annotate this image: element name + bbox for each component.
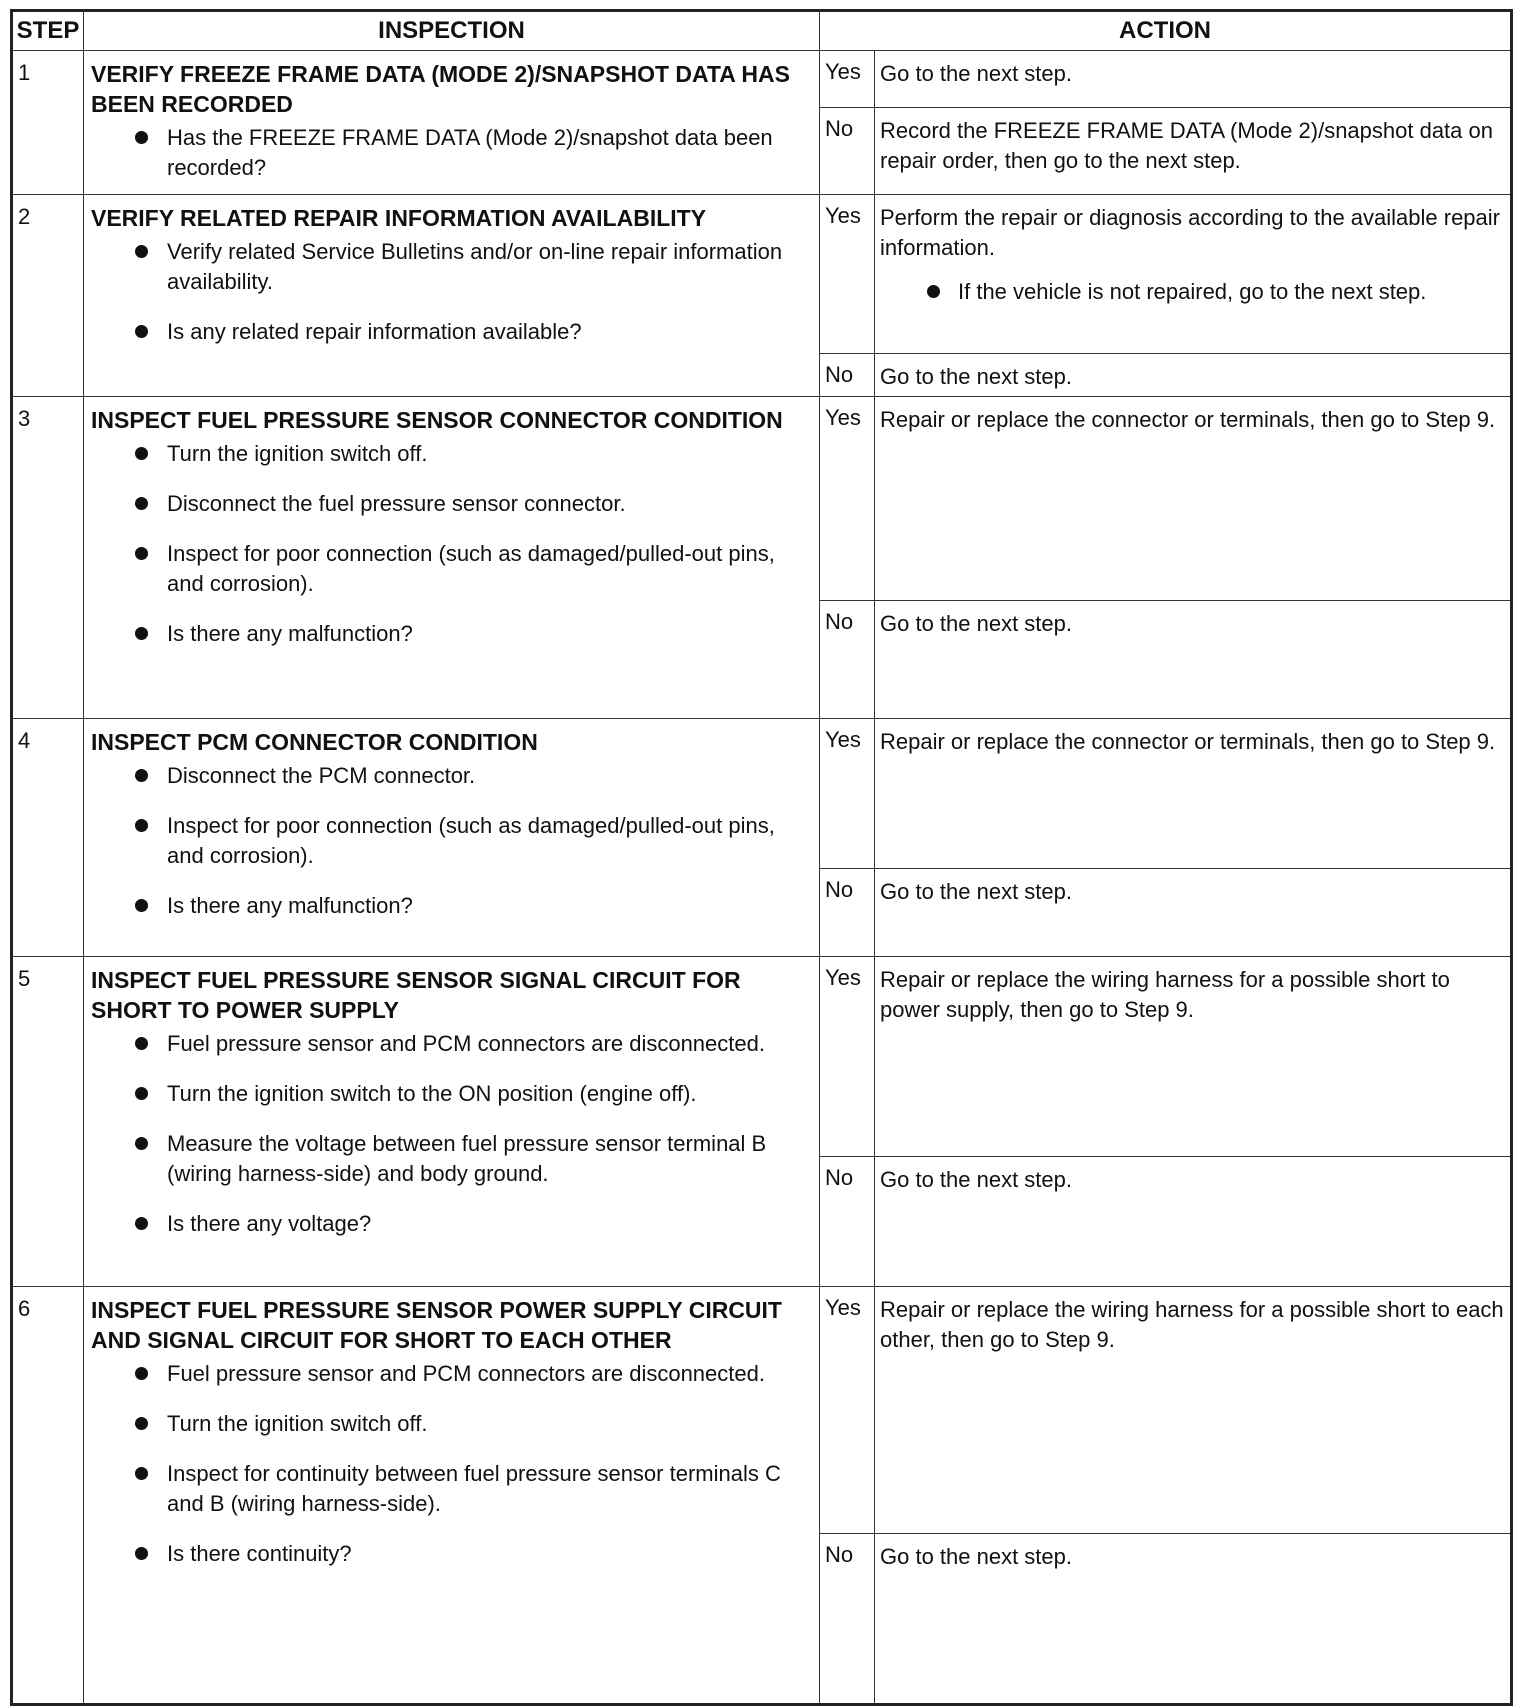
- inspection-item: [91, 619, 811, 649]
- step-number: 2: [12, 195, 84, 397]
- yes-action-text: Repair or replace the wiring harness for a possible short to each other, then go to Step 9.: [880, 1297, 1504, 1352]
- inspection-title: INSPECT FUEL PRESSURE SENSOR CONNECTOR CONDITION: [91, 407, 783, 433]
- inspection-item: [91, 489, 811, 519]
- inspection-cell: [84, 719, 820, 957]
- inspection-cell: [84, 195, 820, 397]
- bullet-icon: [135, 447, 148, 460]
- inspection-item: [91, 317, 811, 347]
- bullet-icon: [135, 1467, 148, 1480]
- inspection-item-text: Is there continuity?: [167, 1541, 352, 1566]
- yes-label: Yes: [820, 957, 875, 1157]
- bullet-icon: [135, 1547, 148, 1560]
- bullet-icon: [927, 285, 940, 298]
- step-number: 3: [12, 397, 84, 719]
- bullet-icon: [135, 547, 148, 560]
- inspection-item-text: Inspect for poor connection (such as damaged/pulled-out pins, and corrosion).: [167, 813, 775, 868]
- bullet-icon: [135, 1417, 148, 1430]
- no-label: No: [820, 354, 875, 397]
- step-row-yes: [12, 397, 1512, 601]
- no-label: No: [820, 601, 875, 719]
- yes-action-cell: [875, 397, 1512, 601]
- inspection-list: [91, 439, 811, 649]
- step-number: 6: [12, 1287, 84, 1705]
- step-row-yes: [12, 719, 1512, 869]
- inspection-item: [91, 123, 811, 183]
- no-label: No: [820, 869, 875, 957]
- no-label: No: [820, 1534, 875, 1705]
- bullet-icon: [135, 1087, 148, 1100]
- bullet-icon: [135, 1037, 148, 1050]
- inspection-item: [91, 1029, 811, 1059]
- step-row-yes: [12, 1287, 1512, 1534]
- action-subitem: [880, 277, 1504, 307]
- bullet-icon: [135, 1137, 148, 1150]
- inspection-item-text: Verify related Service Bulletins and/or on-line repair information availability.: [167, 239, 783, 294]
- bullet-icon: [135, 769, 148, 782]
- inspection-cell: [84, 51, 820, 195]
- yes-action-text: Repair or replace the wiring harness for a possible short to power supply, then go to Step 9.: [880, 967, 1450, 1022]
- inspection-item: [91, 811, 811, 871]
- inspection-item-text: Is any related repair information available?: [167, 319, 582, 344]
- inspection-cell: [84, 957, 820, 1287]
- inspection-cell: [84, 1287, 820, 1705]
- step-row-yes: [12, 195, 1512, 354]
- inspection-item: [91, 1079, 811, 1109]
- no-action-text: Go to the next step.: [875, 601, 1512, 719]
- inspection-item-text: Turn the ignition switch to the ON position (engine off).: [167, 1081, 697, 1106]
- inspection-cell: [84, 397, 820, 719]
- inspection-item-text: Is there any malfunction?: [167, 621, 413, 646]
- inspection-item-text: Measure the voltage between fuel pressure sensor terminal B (wiring harness-side) and body ground.: [167, 1131, 767, 1186]
- no-action-text: Go to the next step.: [875, 1157, 1512, 1287]
- action-sublist: [880, 277, 1504, 307]
- yes-action-cell: [875, 719, 1512, 869]
- step-number: 1: [12, 51, 84, 195]
- inspection-item: [91, 237, 811, 297]
- inspection-item-text: Turn the ignition switch off.: [167, 1411, 428, 1436]
- bullet-icon: [135, 325, 148, 338]
- inspection-item: [91, 891, 811, 921]
- yes-action-text: Perform the repair or diagnosis according to the available repair information.: [880, 205, 1500, 260]
- inspection-list: [91, 761, 811, 921]
- bullet-icon: [135, 497, 148, 510]
- yes-action-cell: [875, 1287, 1512, 1534]
- no-action-text: Record the FREEZE FRAME DATA (Mode 2)/snapshot data on repair order, then go to the next step.: [875, 108, 1512, 195]
- inspection-item-text: Fuel pressure sensor and PCM connectors are disconnected.: [167, 1031, 765, 1056]
- yes-label: Yes: [820, 719, 875, 869]
- inspection-item: [91, 1129, 811, 1189]
- inspection-item: [91, 1409, 811, 1439]
- step-row-yes: [12, 51, 1512, 108]
- diagnostic-table: [10, 9, 1513, 1706]
- inspection-item-text: Turn the ignition switch off.: [167, 441, 428, 466]
- diagnostic-procedure-sheet: [10, 9, 1510, 1700]
- yes-label: Yes: [820, 195, 875, 354]
- action-column-header: ACTION: [820, 11, 1512, 51]
- yes-action-cell: [875, 195, 1512, 354]
- yes-label: Yes: [820, 51, 875, 108]
- inspection-title: VERIFY RELATED REPAIR INFORMATION AVAILABILITY: [91, 205, 707, 231]
- bullet-icon: [135, 1367, 148, 1380]
- inspection-list: [91, 237, 811, 347]
- step-number: 4: [12, 719, 84, 957]
- bullet-icon: [135, 131, 148, 144]
- inspection-item-text: Disconnect the PCM connector.: [167, 763, 476, 788]
- no-label: No: [820, 1157, 875, 1287]
- inspection-item-text: Inspect for poor connection (such as damaged/pulled-out pins, and corrosion).: [167, 541, 775, 596]
- yes-action-text: Repair or replace the connector or terminals, then go to Step 9.: [880, 407, 1496, 432]
- step-number: 5: [12, 957, 84, 1287]
- bullet-icon: [135, 819, 148, 832]
- inspection-list: [91, 1029, 811, 1239]
- bullet-icon: [135, 245, 148, 258]
- inspection-item-text: Fuel pressure sensor and PCM connectors are disconnected.: [167, 1361, 765, 1386]
- inspection-item: [91, 1539, 811, 1569]
- action-subitem-text: If the vehicle is not repaired, go to the next step.: [958, 279, 1427, 304]
- bullet-icon: [135, 899, 148, 912]
- no-label: No: [820, 108, 875, 195]
- inspection-item: [91, 539, 811, 599]
- inspection-item: [91, 761, 811, 791]
- yes-action-text: Go to the next step.: [880, 61, 1073, 86]
- inspection-item-text: Inspect for continuity between fuel pressure sensor terminals C and B (wiring harness-side).: [167, 1461, 781, 1516]
- inspection-list: [91, 1359, 811, 1569]
- inspection-item-text: Is there any voltage?: [167, 1211, 372, 1236]
- inspection-item: [91, 1209, 811, 1239]
- bullet-icon: [135, 627, 148, 640]
- no-action-text: Go to the next step.: [875, 869, 1512, 957]
- header-row: [12, 11, 1512, 51]
- inspection-title: INSPECT FUEL PRESSURE SENSOR POWER SUPPLY CIRCUIT AND SIGNAL CIRCUIT FOR SHORT TO EACH OTHER: [91, 1297, 782, 1353]
- yes-action-cell: [875, 51, 1512, 108]
- inspection-title: INSPECT PCM CONNECTOR CONDITION: [91, 729, 538, 755]
- inspection-list: [91, 123, 811, 183]
- inspection-item: [91, 439, 811, 469]
- inspection-title: INSPECT FUEL PRESSURE SENSOR SIGNAL CIRCUIT FOR SHORT TO POWER SUPPLY: [91, 967, 741, 1023]
- inspection-title: VERIFY FREEZE FRAME DATA (MODE 2)/SNAPSHOT DATA HAS BEEN RECORDED: [91, 61, 790, 117]
- inspection-item: [91, 1359, 811, 1389]
- step-row-yes: [12, 957, 1512, 1157]
- yes-label: Yes: [820, 397, 875, 601]
- inspection-item-text: Has the FREEZE FRAME DATA (Mode 2)/snapshot data been recorded?: [167, 125, 773, 180]
- no-action-text: Go to the next step.: [875, 354, 1512, 397]
- inspection-column-header: INSPECTION: [84, 11, 820, 51]
- inspection-item-text: Disconnect the fuel pressure sensor connector.: [167, 491, 626, 516]
- no-action-text: Go to the next step.: [875, 1534, 1512, 1705]
- step-column-header: STEP: [12, 11, 84, 51]
- inspection-item: [91, 1459, 811, 1519]
- yes-action-text: Repair or replace the connector or terminals, then go to Step 9.: [880, 729, 1496, 754]
- yes-label: Yes: [820, 1287, 875, 1534]
- inspection-item-text: Is there any malfunction?: [167, 893, 413, 918]
- yes-action-cell: [875, 957, 1512, 1157]
- bullet-icon: [135, 1217, 148, 1230]
